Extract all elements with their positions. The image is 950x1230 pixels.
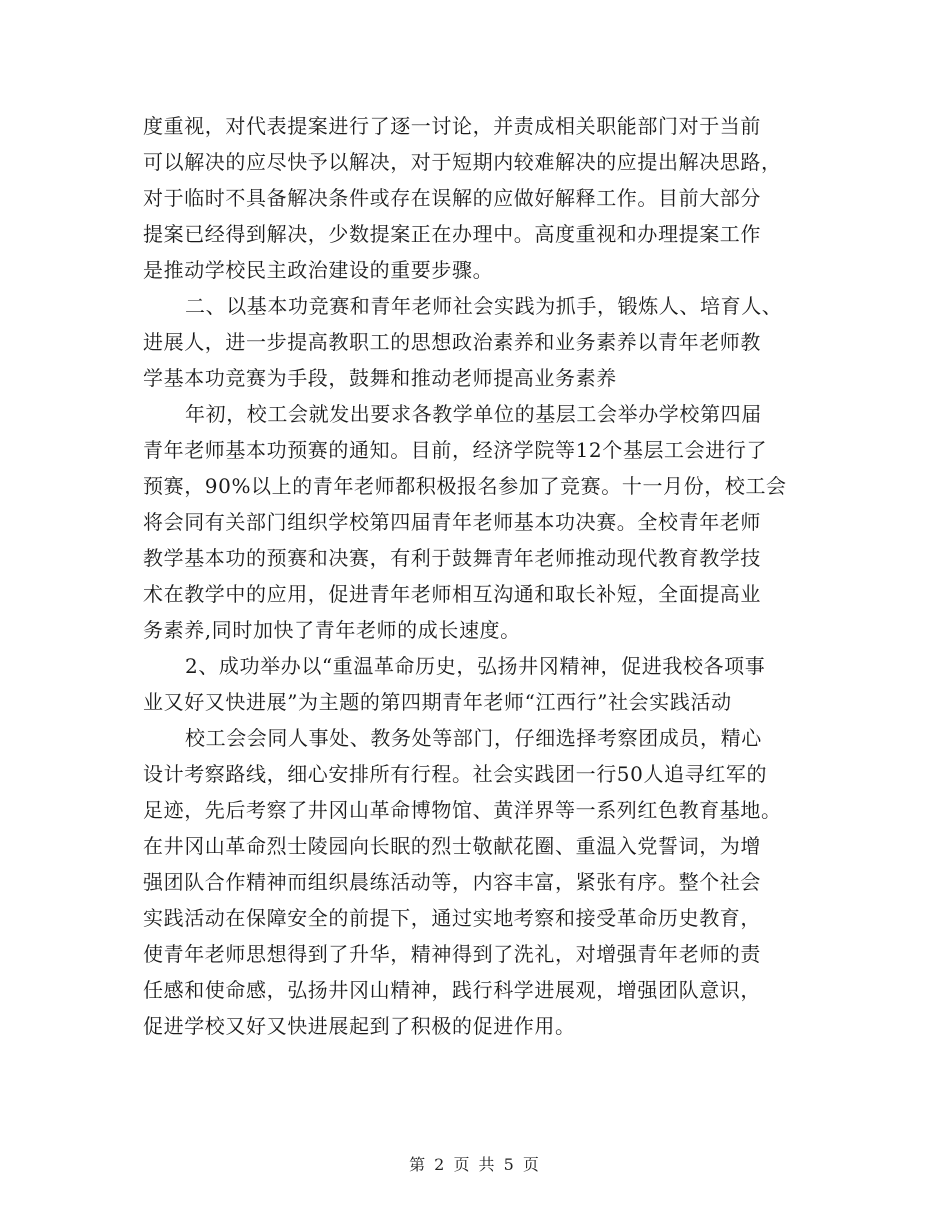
text-line: 强团队合作精神而组织晨练活动等，内容丰富，紧张有序。整个社会: [143, 870, 761, 894]
text-line: 2、成功举办以“重温革命历史，弘扬井冈精神，促进我校各项事: [185, 654, 766, 678]
text-line: 任感和使命感，弘扬井冈山精神，践行科学进展观，增强团队意识，: [143, 978, 761, 1002]
text-line: 青年老师基本功预赛的通知。目前，经济学院等12个基层工会进行了: [143, 438, 768, 462]
document-body: [143, 108, 815, 1044]
text-line: 对于临时不具备解决条件或存在误解的应做好解释工作。目前大部分: [143, 186, 761, 210]
text-line: 可以解决的应尽快予以解决，对于短期内较难解决的应提出解决思路，: [143, 150, 782, 174]
text-line: 学基本功竞赛为手段，鼓舞和推动老师提高业务素养: [143, 366, 617, 390]
text-line: 教学基本功的预赛和决赛，有利于鼓舞青年老师推动现代教育教学技: [143, 546, 761, 570]
text-line: 预赛，90%以上的青年老师都积极报名参加了竞赛。十一月份，校工会: [143, 474, 787, 498]
text-line: 术在教学中的应用，促进青年老师相互沟通和取长补短，全面提高业: [143, 582, 761, 606]
text-line: 进展人，进一步提高教职工的思想政治素养和业务素养以青年老师教: [143, 330, 761, 354]
page-footer: 第 2 页 共 5 页: [409, 1155, 541, 1174]
text-line: 足迹，先后考察了井冈山革命博物馆、黄洋界等一系列红色教育基地。: [143, 798, 782, 822]
text-line: 年初，校工会就发出要求各教学单位的基层工会举办学校第四届: [185, 402, 762, 426]
text-line: 二、以基本功竞赛和青年老师社会实践为抓手，锻炼人、培育人、: [185, 294, 783, 318]
text-line: 实践活动在保障安全的前提下，通过实地考察和接受革命历史教育，: [143, 906, 761, 930]
text-line: 设计考察路线，细心安排所有行程。社会实践团一行50人追寻红军的: [143, 762, 768, 786]
text-line: 务素养,同时加快了青年老师的成长速度。: [143, 618, 521, 642]
text-line: 促进学校又好又快进展起到了积极的促进作用。: [143, 1014, 576, 1038]
text-line: 校工会会同人事处、教务处等部门，仔细选择考察团成员，精心: [185, 726, 762, 750]
text-line: 业又好又快进展”为主题的第四期青年老师“江西行”社会实践活动: [143, 690, 732, 714]
text-line: 在井冈山革命烈士陵园向长眠的烈士敬献花圈、重温入党誓词，为增: [143, 834, 761, 858]
text-line: 度重视，对代表提案进行了逐一讨论，并责成相关职能部门对于当前: [143, 114, 761, 138]
text-line: 是推动学校民主政治建设的重要步骤。: [143, 258, 494, 282]
text-line: 使青年老师思想得到了升华，精神得到了洗礼，对增强青年老师的责: [143, 942, 761, 966]
text-line: 提案已经得到解决，少数提案正在办理中。高度重视和办理提案工作: [143, 222, 761, 246]
text-line: 将会同有关部门组织学校第四届青年老师基本功决赛。全校青年老师: [143, 510, 761, 534]
